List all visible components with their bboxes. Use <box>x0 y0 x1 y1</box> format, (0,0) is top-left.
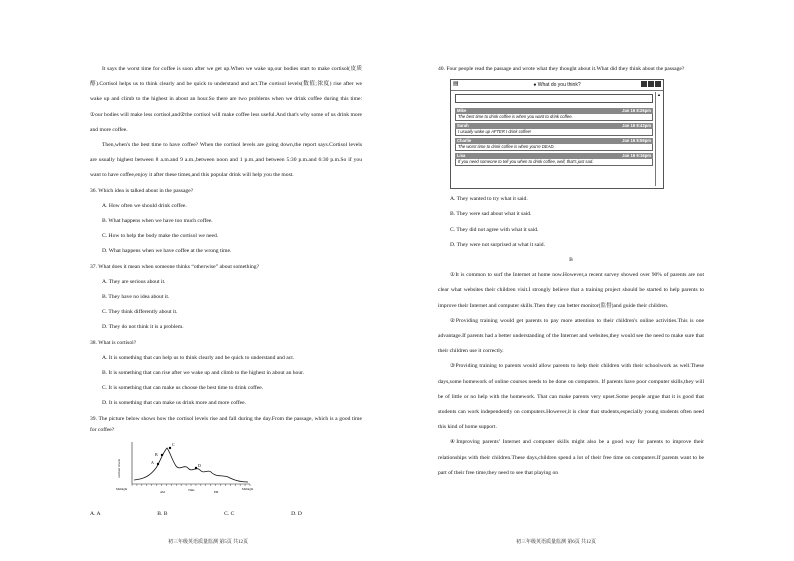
section-heading: B <box>569 257 573 264</box>
q37-option-c: C. They think differently about it. <box>102 309 178 316</box>
post-author: Charlie <box>457 138 472 144</box>
cortisol-curve <box>134 448 248 482</box>
graph-end-label: Midnight <box>242 486 254 491</box>
graph-point-c <box>169 446 171 448</box>
chat-post <box>455 108 653 121</box>
cortisol-graph <box>114 438 264 500</box>
post-date: Jan 16 8:59pm <box>622 138 651 144</box>
question-37-stem: 37. What does it mean when someone thinks “otherwise” about something? <box>90 263 260 270</box>
q39-option-d: D. D <box>291 510 302 517</box>
q39-option-b: B. B <box>157 510 168 517</box>
q37-option-d: D. They do not think it is a problem. <box>102 324 184 331</box>
question-40-stem: 40. Four people read the passage and wrote what they thought about it.What did they think about the passage? <box>438 66 685 72</box>
question-38-stem: 38. What is cortisol? <box>90 339 137 346</box>
q39-option-a: A. A <box>90 510 101 517</box>
q38-option-b: B. It is something that can rise after we wake up and climb to the highest in about an hour. <box>102 370 305 377</box>
q40-option-c: C. They did not agree with what it said. <box>450 226 539 233</box>
right-column <box>438 62 704 476</box>
q39-option-c: C. C <box>224 510 235 517</box>
chat-post <box>455 123 653 136</box>
chat-title-text: What do you think? <box>537 82 581 89</box>
graph-label-a: A <box>151 459 154 465</box>
q40-option-a: A. They wanted to try what it said. <box>450 196 528 203</box>
graph-label-d: D <box>198 462 201 468</box>
graph-label-c: C <box>172 441 175 447</box>
chat-post <box>455 153 653 166</box>
post-date: Jan 16 9:16pm <box>622 153 651 159</box>
chat-title <box>451 80 663 90</box>
question-39-stem: 39. The picture below shows how the cortisol levels rise and fall during the day.From the passage, which is a good time for coffee? <box>90 415 362 433</box>
post-date: Jan 16 8:43pm <box>622 123 651 129</box>
passage-paragraph: ①It is common to surf the Internet at home now.However,a recent survey showed over 90% of parents are not clear what websites their children visit.I strongly believe that a training project should be started to help parents to improve their Internet and computer skills.Then they can better monitor(监督)and guide their children. <box>438 272 704 309</box>
question-36-stem: 36. Which idea is talked about in the passage? <box>90 187 194 194</box>
left-column <box>90 62 362 522</box>
close-icon[interactable] <box>655 81 661 87</box>
graph-pm-label: PM <box>214 489 219 494</box>
maximize-icon[interactable] <box>648 81 654 87</box>
passage-paragraph: Then,when's the best time to have coffee? When the cortisol levels are going down,the report says.Cortisol levels are usually highest between 8 a.m.and 9 a.m.,between noon and 1 p.m.,and between 5:30 p.m.and 6:30 p.m.So if you want to have coffee,enjoy it after these times,and this popular drink will help you the most. <box>90 142 362 179</box>
chat-title-bar <box>451 80 663 91</box>
passage-paragraph: It says the worst time for coffee is soon after we get up.When we wake up,our bodies start to make cortisol(皮质醇).Cortisol helps us to think clearly and be quick to understand and act.The cortisol levels(数值;浓度) rise after we wake up and climb to the highest in about an hour.So there are two problems when we drink coffee during this time: ①our bodies will make less cortisol,and②the cortisol will make coffee less useful.And that's why some of us drink more and more coffee. <box>90 66 362 133</box>
graph-point-a <box>157 462 159 464</box>
minimize-icon[interactable] <box>641 81 647 87</box>
chat-input[interactable] <box>455 94 653 103</box>
q36-option-c: C. How to help the body make the cortisol we need. <box>102 233 219 240</box>
graph-label-b: B <box>155 451 158 457</box>
post-date: Jan 16 8:26pm <box>622 108 651 114</box>
post-author: Sarah <box>457 123 469 129</box>
graph-xlabel: Time <box>188 487 195 492</box>
q36-option-b: B. What happens when we have too much coffee. <box>102 218 213 225</box>
graph-am-label: AM <box>160 489 165 494</box>
graph-point-b <box>161 453 163 455</box>
q38-option-a: A. It is something that can help us to think clearly and be quick to understand and act. <box>102 354 295 361</box>
q40-option-d: D. They were not surprised at what it said. <box>450 241 545 248</box>
chat-scrollbar[interactable] <box>655 92 662 186</box>
post-text: The worst time to drink coffee is when you're DEAD. <box>455 144 653 151</box>
q40-option-b: B. They were sad about what it said. <box>450 211 532 218</box>
scroll-up-icon[interactable]: ▲ <box>657 92 661 98</box>
window-controls <box>641 81 661 87</box>
graph-start-label: Midnight <box>116 486 128 491</box>
post-author: Mike <box>457 108 467 114</box>
post-text: If you need someone to tell you when to drink coffee, well, that's just sad. <box>455 159 653 166</box>
q37-option-a: A. They are serious about it. <box>102 278 166 285</box>
window-menu-icon[interactable]: ▤ <box>453 81 459 88</box>
q37-option-b: B. They have no idea about it. <box>102 294 170 301</box>
q39-options <box>90 507 362 522</box>
q36-option-a: A. How often we should drink coffee. <box>102 202 187 209</box>
q38-option-d: D. It is something that can make us drink more and more coffee. <box>102 400 247 407</box>
passage-paragraph: ②Providing training would get parents to pay more attention to their children's online activities.This is one advantage.If parents had a better understanding of the Internet and websites,they would see the need to make sure that their children use it correctly. <box>438 317 704 355</box>
chat-window <box>450 79 664 189</box>
post-text: I usually wake up AFTER I drink coffee! <box>455 129 653 136</box>
graph-ylabel: cortisol levels <box>117 458 121 478</box>
post-author: Lisa <box>457 153 466 159</box>
q38-option-c: C. It is something that can make us choose the best time to drink coffee. <box>102 385 264 392</box>
page-footer-right: 初三年级英语质量监测 第6页 共12页 <box>516 540 597 545</box>
speech-bubble-icon: ● <box>533 82 537 89</box>
passage-paragraph: ③Providing training to parents would allow parents to help their children with their schoolwork as well.These days,some homework of online courses needs to be done on computers. If parents have poor computer skills,they will be of little or no help with the homework. That can make parents very upset.Some people argue that it is good that students can work independently on computers.However,it is clear that students,especially young students often need this kind of home support. <box>438 363 704 431</box>
chat-posts <box>455 108 653 168</box>
post-text: The best time to drink coffee is when you want to drink coffee. <box>455 114 653 121</box>
page-footer-left: 初三年级英语质量监测 第5页 共12页 <box>168 540 249 545</box>
passage-paragraph: ④Improving parents’ Internet and computer skills might also be a good way for parents to improve their relationships with their children.These days,children spend a lot of their free time on computers.If parents want to be part of their free time,they need to see that playing on <box>438 439 704 476</box>
graph-point-d <box>195 466 197 468</box>
chat-post <box>455 138 653 151</box>
q36-option-d: D. What happens when we have coffee at the wrong time. <box>102 248 232 255</box>
